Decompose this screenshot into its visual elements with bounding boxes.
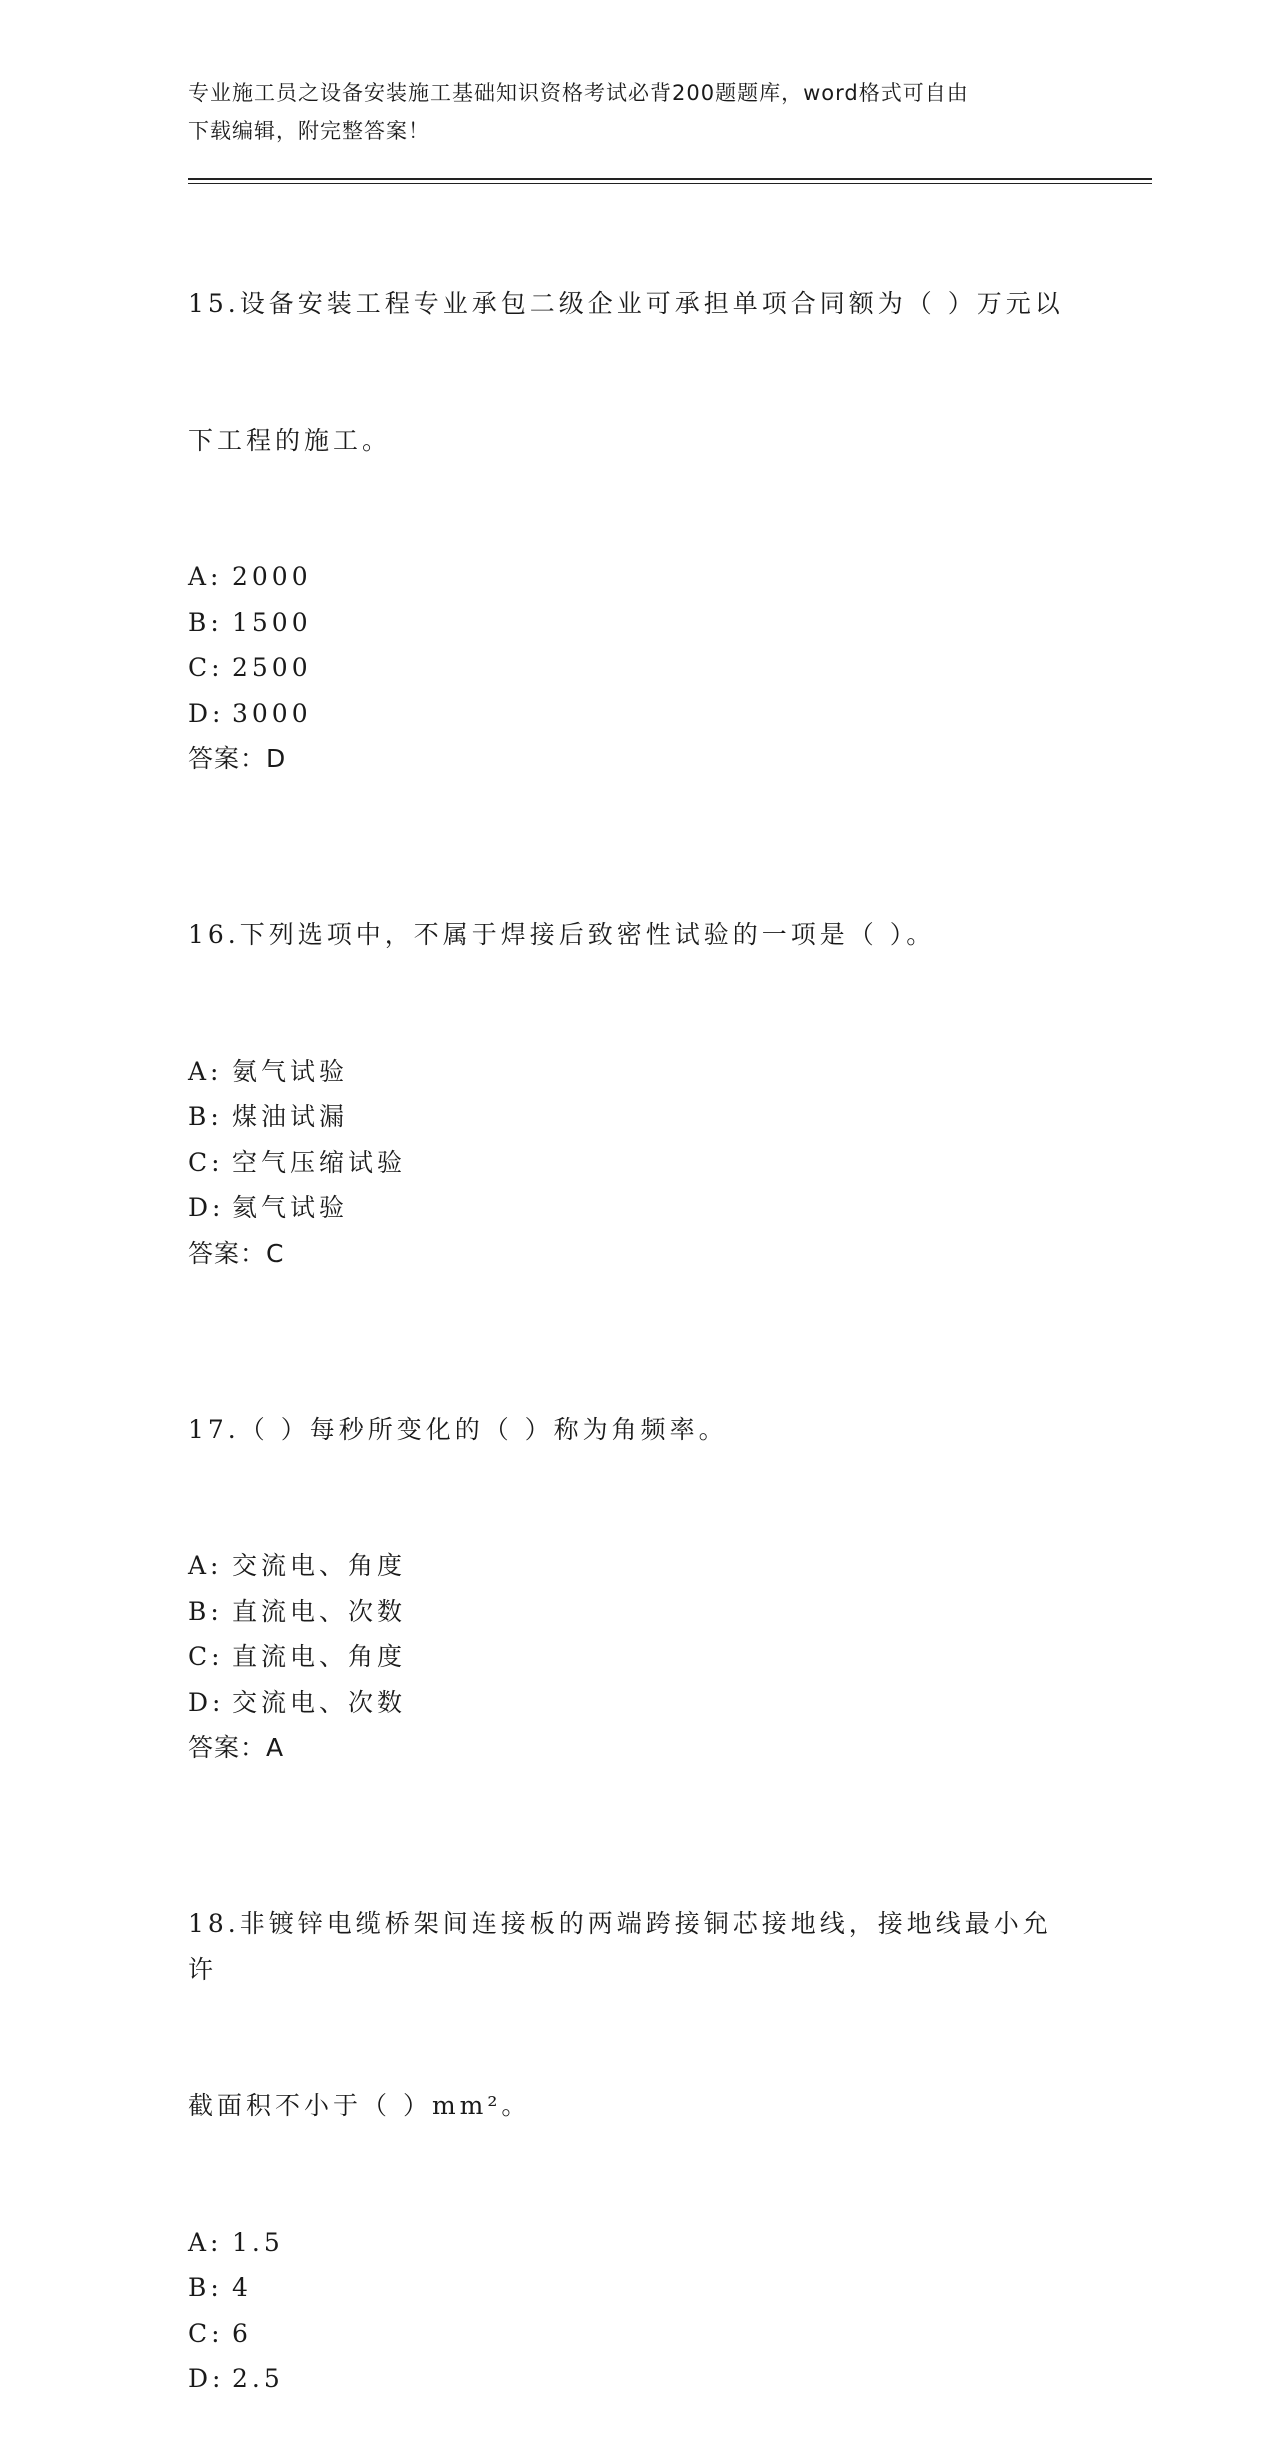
- option-text: 直流电、次数: [232, 1596, 407, 1626]
- question-16: [188, 821, 1088, 1276]
- option-letter: D:: [188, 2364, 225, 2393]
- option-c: [188, 1140, 1088, 1186]
- option-letter: A:: [188, 562, 223, 591]
- answer-line: 答案：C: [188, 1238, 285, 1268]
- option-a: [188, 1543, 1088, 1589]
- option-a: [188, 554, 1088, 600]
- option-text: 氦气试验: [232, 1193, 349, 1222]
- option-letter: A:: [188, 1551, 223, 1580]
- answer-line: 答案：D: [188, 744, 287, 773]
- option-text: 1.5: [232, 2227, 284, 2257]
- question-list: [188, 190, 1088, 2442]
- option-letter: A:: [188, 1056, 223, 1086]
- question-stem: [188, 821, 1068, 1049]
- question-stem-line: 15.设备安装工程专业承包二级企业可承担单项合同额为（ ）万元以: [188, 289, 1064, 318]
- header-line-2: 下载编辑，附完整答案！: [188, 119, 430, 143]
- question-stem-line: 下工程的施工。: [188, 425, 392, 455]
- question-stem: [188, 1316, 1068, 1544]
- option-text: 煤油试漏: [232, 1102, 349, 1131]
- header-divider-thick: [188, 178, 1152, 180]
- option-text: 1500: [232, 607, 312, 637]
- option-a: [188, 1049, 1088, 1095]
- option-text: 空气压缩试验: [232, 1147, 407, 1177]
- header-line-1: 专业施工员之设备安装施工基础知识资格考试必背200题题库，word格式可自由: [188, 81, 969, 105]
- question-stem: [188, 190, 1068, 554]
- option-b: [188, 600, 1088, 646]
- option-d: [188, 2356, 1088, 2402]
- option-text: 3000: [232, 698, 312, 728]
- answer-line: 答案：A: [188, 1733, 285, 1762]
- option-letter: D:: [188, 1193, 225, 1222]
- option-text: 交流电、角度: [232, 1551, 407, 1580]
- option-letter: B:: [188, 607, 223, 637]
- option-b: [188, 1589, 1088, 1635]
- option-letter: D:: [188, 1687, 225, 1717]
- option-text: 2500: [232, 653, 312, 682]
- option-letter: D:: [188, 698, 225, 728]
- option-letter: C:: [188, 1147, 224, 1177]
- option-text: 氨气试验: [232, 1056, 349, 1086]
- option-c: [188, 2311, 1088, 2357]
- question-15: [188, 190, 1088, 781]
- question-stem-line: 16.下列选项中，不属于焊接后致密性试验的一项是（ ）。: [188, 920, 936, 949]
- option-a: [188, 2220, 1088, 2266]
- document-header: [188, 74, 1068, 150]
- header-divider-thin: [188, 183, 1152, 184]
- option-b: [188, 2265, 1088, 2311]
- option-d: [188, 691, 1088, 737]
- option-text: 直流电、角度: [232, 1642, 407, 1671]
- question-stem-line: 截面积不小于（ ）mm²。: [188, 2091, 531, 2120]
- question-stem-line: 18.非镀锌电缆桥架间连接板的两端跨接铜芯接地线，接地线最小允许: [188, 1909, 1052, 1984]
- option-b: [188, 1094, 1088, 1140]
- option-letter: A:: [188, 2227, 223, 2257]
- question-18: [188, 1810, 1088, 2402]
- option-letter: C:: [188, 653, 224, 682]
- option-letter: C:: [188, 2318, 224, 2348]
- option-letter: C:: [188, 1642, 224, 1671]
- option-text: 4: [232, 2273, 252, 2302]
- option-d: [188, 1185, 1088, 1231]
- option-d: [188, 1680, 1088, 1726]
- option-text: 2000: [232, 562, 312, 591]
- question-17: [188, 1316, 1088, 1771]
- option-letter: B:: [188, 1102, 223, 1131]
- option-letter: B:: [188, 1596, 223, 1626]
- question-stem-line: 17.（ ）每秒所变化的（ ）称为角频率。: [188, 1414, 728, 1444]
- option-text: 2.5: [232, 2364, 284, 2393]
- question-stem: [188, 1810, 1068, 2220]
- option-letter: B:: [188, 2273, 223, 2302]
- option-c: [188, 645, 1088, 691]
- option-text: 6: [232, 2318, 252, 2348]
- option-c: [188, 1634, 1088, 1680]
- option-text: 交流电、次数: [232, 1687, 407, 1717]
